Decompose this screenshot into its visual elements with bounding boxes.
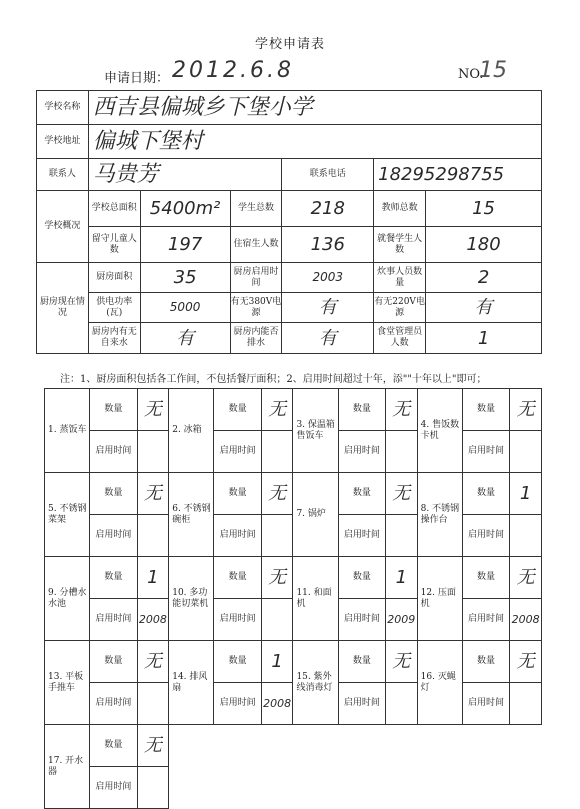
teachers-label: 教师总数 [374,191,426,227]
date-value: 2012.6.8 [172,58,294,83]
equipment-name: 4. 售饭数卡机 [417,389,462,473]
equipment-name: 10. 多功能切菜机 [169,557,214,641]
start-time-value: 2008 [261,683,293,725]
overview-label: 学校概况 [37,191,89,263]
equipment-name: 16. 灭蝇灯 [417,641,462,725]
boarding-label: 住宿生人数 [230,227,282,263]
quantity-label: 数量 [338,557,385,599]
equipment-name: 14. 排风扇 [169,641,214,725]
equipment-name: 7. 锅炉 [293,473,338,557]
start-time-value [385,515,417,557]
phone-value: 18295298755 [374,159,542,191]
start-time-value [137,767,169,809]
quantity-label: 数量 [214,557,261,599]
start-time-value: 2008 [510,599,542,641]
quantity-value: 无 [261,557,293,599]
quantity-label: 数量 [462,641,509,683]
start-time-value [137,683,169,725]
school-address-label: 学校地址 [37,125,89,159]
quantity-value: 无 [510,641,542,683]
power-value: 5000 [140,293,230,323]
quantity-value: 无 [261,389,293,431]
drain-label: 厨房内能否排水 [230,323,282,354]
drain-value: 有 [282,323,374,354]
school-info-table [36,90,542,354]
start-time-label: 启用时间 [90,431,137,473]
start-time-label: 启用时间 [462,431,509,473]
quantity-label: 数量 [90,557,137,599]
number-value: 15 [479,58,507,83]
boarding-value: 136 [282,227,374,263]
equipment-name: 9. 分槽水水池 [45,557,90,641]
students-value: 218 [282,191,374,227]
students-label: 学生总数 [230,191,282,227]
kitchen-label: 厨房现在情况 [37,263,89,354]
quantity-value: 1 [385,557,417,599]
v380-value: 有 [282,293,374,323]
contact-label: 联系人 [37,159,89,191]
start-time-label: 启用时间 [214,515,261,557]
start-time-value [261,431,293,473]
quantity-value: 1 [137,557,169,599]
start-time-label: 启用时间 [214,599,261,641]
form-title: 学校申请表 [254,37,325,52]
leftbehind-label: 留守儿童人数 [88,227,140,263]
start-time-label: 启用时间 [462,515,509,557]
teachers-value: 15 [426,191,542,227]
v220-value: 有 [426,293,542,323]
start-time-label: 启用时间 [90,683,137,725]
quantity-label: 数量 [462,557,509,599]
start-time-label: 启用时间 [214,431,261,473]
quantity-label: 数量 [90,389,137,431]
quantity-value: 无 [137,389,169,431]
quantity-value: 1 [510,473,542,515]
start-time-value [385,683,417,725]
start-time-value [137,431,169,473]
quantity-value: 无 [510,389,542,431]
start-time-label: 启用时间 [90,767,137,809]
equipment-name: 15. 紫外线消毒灯 [293,641,338,725]
quantity-label: 数量 [90,473,137,515]
kitchen-year-label: 厨房启用时间 [230,263,282,293]
power-label: 供电功率(瓦) [88,293,140,323]
start-time-label: 启用时间 [338,599,385,641]
quantity-label: 数量 [214,473,261,515]
equipment-table [44,388,542,809]
start-time-value: 2009 [385,599,417,641]
quantity-label: 数量 [462,389,509,431]
quantity-value: 无 [385,473,417,515]
manager-value: 1 [426,323,542,354]
phone-label: 联系电话 [282,159,374,191]
area-value: 5400m² [140,191,230,227]
start-time-value [137,515,169,557]
form-note: 注：1、厨房面积包括各工作间，不包括餐厅面积；2、启用时间超过十年，添""十年以上"即可； [60,374,487,385]
dining-label: 就餐学生人数 [374,227,426,263]
leftbehind-value: 197 [140,227,230,263]
blank-cell [293,725,417,809]
kitchen-area-value: 35 [140,263,230,293]
equipment-name: 6. 不锈钢碗柜 [169,473,214,557]
start-time-label: 启用时间 [338,515,385,557]
v220-label: 有无220V电源 [374,293,426,323]
manager-label: 食堂管理员人数 [374,323,426,354]
quantity-label: 数量 [90,725,137,767]
quantity-value: 无 [385,641,417,683]
start-time-label: 启用时间 [462,683,509,725]
quantity-label: 数量 [462,473,509,515]
quantity-label: 数量 [90,641,137,683]
equipment-name: 8. 不锈钢操作台 [417,473,462,557]
equipment-name: 13. 平板手推车 [45,641,90,725]
start-time-value: 2008 [137,599,169,641]
equipment-name: 17. 开水器 [45,725,90,809]
quantity-value: 1 [261,641,293,683]
start-time-label: 启用时间 [338,431,385,473]
start-time-label: 启用时间 [214,683,261,725]
area-label: 学校总面积 [88,191,140,227]
dining-value: 180 [426,227,542,263]
cooks-value: 2 [426,263,542,293]
quantity-value: 无 [137,725,169,767]
v380-label: 有无380V电源 [230,293,282,323]
start-time-label: 启用时间 [338,683,385,725]
quantity-label: 数量 [338,641,385,683]
kitchen-area-label: 厨房面积 [88,263,140,293]
start-time-value [510,431,542,473]
start-time-value [261,515,293,557]
start-time-value [261,599,293,641]
start-time-label: 启用时间 [90,599,137,641]
start-time-label: 启用时间 [462,599,509,641]
quantity-value: 无 [385,389,417,431]
kitchen-year-value: 2003 [282,263,374,293]
quantity-value: 无 [510,557,542,599]
date-label: 申请日期： [104,71,170,86]
school-name-value: 西吉县偏城乡下堡小学 [88,91,541,125]
quantity-label: 数量 [338,473,385,515]
equipment-name: 1. 蒸饭车 [45,389,90,473]
contact-value: 马贵芳 [88,159,282,191]
start-time-value [510,683,542,725]
equipment-name: 5. 不锈钢菜架 [45,473,90,557]
quantity-value: 无 [137,641,169,683]
quantity-value: 无 [137,473,169,515]
cooks-label: 炊事人员数量 [374,263,426,293]
equipment-name: 12. 压面机 [417,557,462,641]
water-value: 有 [140,323,230,354]
quantity-label: 数量 [214,641,261,683]
equipment-name: 11. 和面机 [293,557,338,641]
quantity-label: 数量 [338,389,385,431]
start-time-label: 启用时间 [90,515,137,557]
school-name-label: 学校名称 [37,91,89,125]
blank-cell [169,725,293,809]
equipment-name: 3. 保温箱售饭车 [293,389,338,473]
number-label: NO. [458,67,484,82]
start-time-value [385,431,417,473]
start-time-value [510,515,542,557]
quantity-label: 数量 [214,389,261,431]
water-label: 厨房内有无自来水 [88,323,140,354]
school-address-value: 偏城下堡村 [88,125,541,159]
blank-cell [417,725,541,809]
equipment-name: 2. 冰箱 [169,389,214,473]
quantity-value: 无 [261,473,293,515]
